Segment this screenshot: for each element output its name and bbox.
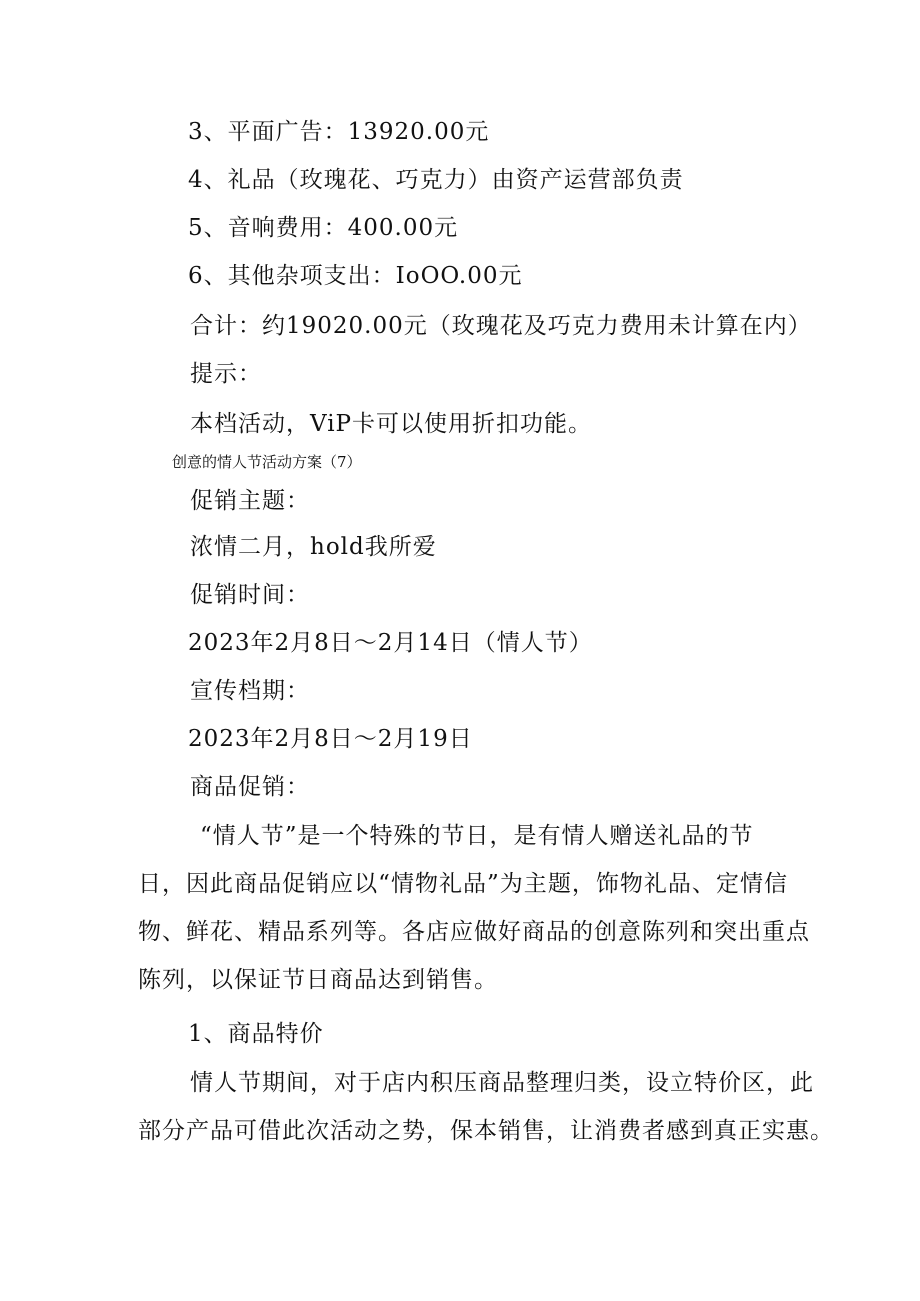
tip-text: 本档活动，ViP卡可以使用折扣功能。 bbox=[190, 411, 593, 437]
ad-period-text: 2023年2月8日～2月19日 bbox=[188, 726, 473, 752]
goods-paragraph-line: “情人节”是一个特殊的节日，是有情人赠送礼品的节 bbox=[200, 823, 754, 849]
tip-label: 提示： bbox=[190, 361, 262, 387]
goods-promo-label: 商品促销： bbox=[190, 774, 310, 800]
special-price-heading: 1、商品特价 bbox=[188, 1021, 324, 1047]
section-title: 创意的情人节活动方案（7） bbox=[172, 453, 362, 471]
ad-period-label: 宣传档期： bbox=[190, 678, 310, 704]
budget-item-6: 6、其他杂项支出：IoOO.00元 bbox=[188, 263, 523, 289]
theme-label: 促销主题： bbox=[190, 488, 310, 514]
goods-paragraph-line: 物、鲜花、精品系列等。各店应做好商品的创意陈列和突出重点 bbox=[138, 919, 810, 945]
time-label: 促销时间： bbox=[190, 582, 310, 608]
budget-item-3: 3、平面广告：13920.00元 bbox=[188, 119, 490, 145]
goods-paragraph-line: 日，因此商品促销应以“情物礼品”为主题，饰物礼品、定情信 bbox=[138, 871, 788, 897]
special-paragraph-line: 部分产品可借此次活动之势，保本销售，让消费者感到真正实惠。 bbox=[138, 1118, 834, 1144]
budget-item-4: 4、礼品（玫瑰花、巧克力）由资产运营部负责 bbox=[188, 167, 684, 193]
theme-text: 浓情二月，hold我所爱 bbox=[190, 534, 437, 560]
goods-paragraph-line: 陈列，以保证节日商品达到销售。 bbox=[138, 967, 498, 993]
budget-item-5: 5、音响费用：400.00元 bbox=[188, 215, 459, 241]
time-text: 2023年2月8日～2月14日（情人节） bbox=[188, 630, 593, 656]
special-paragraph-line: 情人节期间，对于店内积压商品整理归类，设立特价区，此 bbox=[190, 1070, 814, 1096]
budget-total: 合计：约19020.00元（玫瑰花及巧克力费用未计算在内） bbox=[190, 313, 812, 339]
